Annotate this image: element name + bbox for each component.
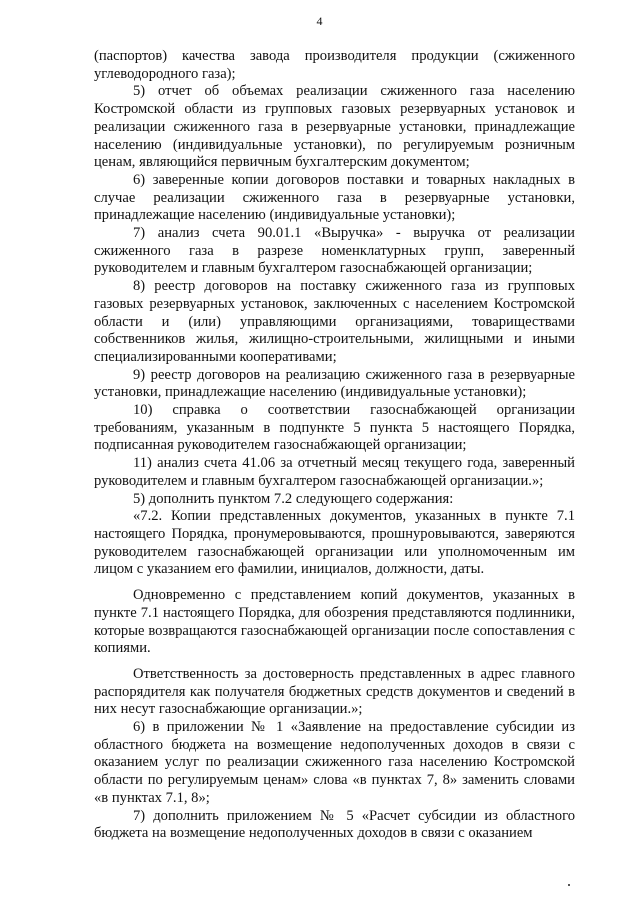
paragraph-item-6: 6) заверенные копии договоров поставки и товарных накладных в случае реализации сжиженного газа в резервуарные установки, принадлежащие населению (индивидуальные установки); [94, 171, 575, 224]
scan-mark [568, 884, 570, 886]
paragraph-item-9: 9) реестр договоров на реализацию сжиженного газа в резервуарные установки, принадлежащие населению (индивидуальные установки); [94, 366, 575, 401]
paragraph-amendment-7: 7) дополнить приложением № 5 «Расчет субсидии из областного бюджета на возмещение недополученных доходов в связи с оказанием [94, 807, 575, 842]
paragraph-amendment-5: 5) дополнить пунктом 7.2 следующего содержания: [133, 490, 454, 507]
paragraph-item-10: 10) справка о соответствии газоснабжающей организации требованиям, указанным в подпункте 5 пункта 5 настоящего Порядка, подписанная руководителем газоснабжающей организации; [94, 402, 575, 454]
paragraph-responsibility: Ответственность за достоверность представленных в адрес главного распорядителя как получателя бюджетных средств документов и сведений в них несут газоснабжающие организации.»; [94, 665, 575, 718]
paragraph-item-11: 11) анализ счета 41.06 за отчетный месяц текущего года, заверенный руководителем и главным бухгалтером газоснабжающей организации.»; [94, 455, 575, 489]
paragraph-originals: Одновременно с представлением копий документов, указанных в пункте 7.1 настоящего Порядка, для обозрения представляются подлинники, которые возвращаются газоснабжающей организации после сопоставления с копиями. [94, 587, 575, 657]
paragraph-item-5: 5) отчет об объемах реализации сжиженного газа населению Костромской области из групповых газовых резервуарных установок и реализации сжиженного газа в резервуарные установки, принадлежащие населению (индивидуальные установки), по регулируемым розничным ценам, являющийся первичным бухгалтерским документом; [94, 83, 575, 171]
paragraph-item-8: 8) реестр договоров на поставку сжиженного газа из групповых газовых резервуарных установок, заключенных с населением Костромской области и (или) управляющими организациями, товариществами собственников жилья, жилищно-строительными, жилищными и иными специализированными кооперативами; [94, 278, 575, 365]
paragraph-item-7: 7) анализ счета 90.01.1 «Выручка» - выручка от реализации сжиженного газа в разрезе номенклатурных групп, заверенный руководителем и главным бухгалтером газоснабжающей организации; [94, 225, 575, 277]
page-number: 4 [316, 14, 323, 28]
document-body [94, 48, 575, 843]
paragraph-continuation: (паспортов) качества завода производителя продукции (сжиженного углеводородного газа); [94, 48, 575, 82]
paragraph-clause-7-2: «7.2. Копии представленных документов, указанных в пункте 7.1 настоящего Порядка, пронумеровываются, прошнуровываются, заверяются руководителем газоснабжающей организации или уполномоченным им лицом с указанием его фамилии, инициалов, должности, даты. [94, 508, 575, 578]
paragraph-amendment-6: 6) в приложении № 1 «Заявление на предоставление субсидии из областного бюджета на возмещение недополученных доходов в связи с оказанием услуг по реализации сжиженного газа населению Костромской области по регулируемым ценам» слова «в пунктах 7, 8» заменить словами «в пунктах 7.1, 8»; [94, 719, 575, 806]
